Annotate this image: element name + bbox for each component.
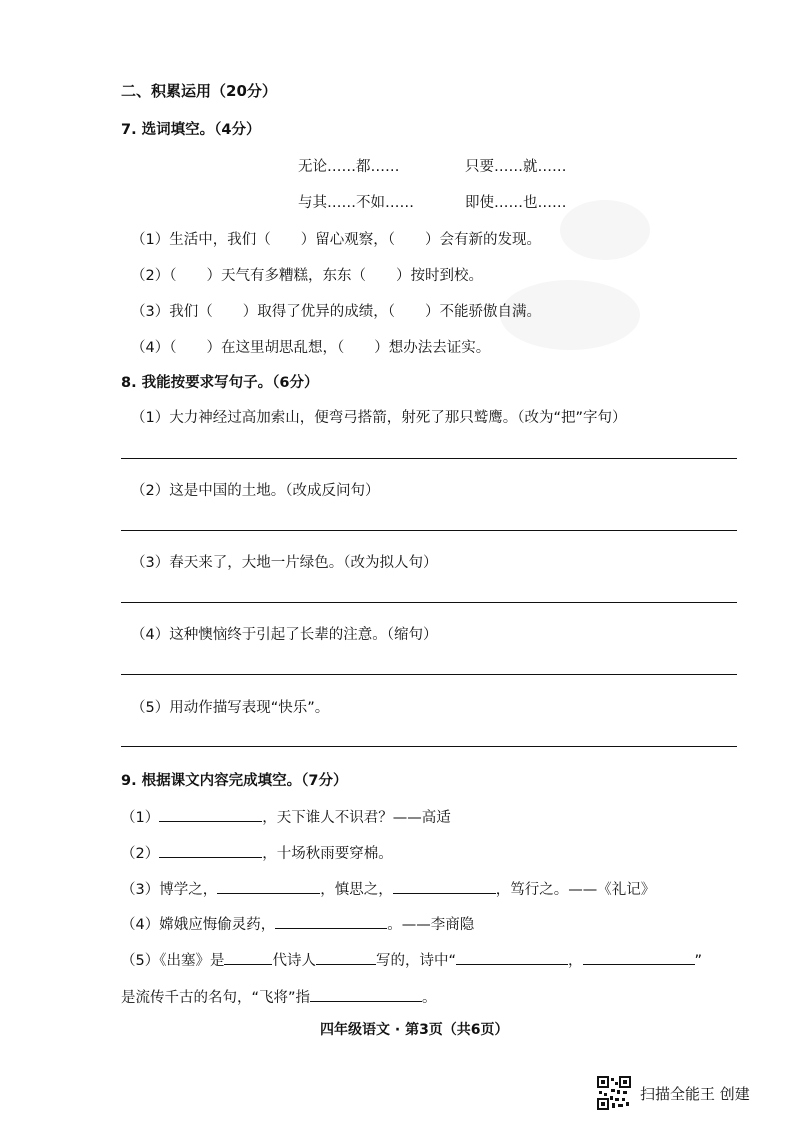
q7-item-1 <box>131 228 541 249</box>
q9-item-5 <box>121 949 702 970</box>
fill-blank[interactable] <box>275 914 387 929</box>
q7-item-3 <box>131 300 541 321</box>
q9-item-3 <box>121 878 655 899</box>
fill-blank[interactable] <box>456 950 568 965</box>
q8-item-3: （3）春天来了，大地一片绿色。（改为拟人句） <box>131 555 438 571</box>
q8-item-4: （4）这种懊恼终于引起了长辈的注意。（缩句） <box>131 627 438 643</box>
word-option: 即使……也…… <box>465 195 567 211</box>
q7-item-text: ）不能骄傲自满。 <box>424 304 541 320</box>
q9-item-text: （1） <box>121 810 160 826</box>
q9-item-2 <box>121 842 393 863</box>
q9-item-text: ，笃行之。——《礼记》 <box>495 882 656 898</box>
fill-blank[interactable] <box>217 879 320 894</box>
q9-item-text: 写的，诗中“ <box>375 953 456 969</box>
answer-line[interactable] <box>121 530 737 531</box>
fill-blank[interactable] <box>310 987 422 1002</box>
q9-item-text: （5）《出塞》是 <box>121 953 225 969</box>
q7-item-text: ）会有新的发现。 <box>424 232 541 248</box>
q9-item-text: （2） <box>121 846 160 862</box>
q7-item-text: ）在这里胡思乱想，（ <box>206 340 345 356</box>
q7-item-text: ）留心观察，（ <box>300 232 395 248</box>
q9-item-text: （3）博学之， <box>121 882 218 898</box>
word-option: 与其……不如…… <box>298 195 414 211</box>
word-option: 无论……都…… <box>298 159 400 175</box>
q7-item-text: （4）（ <box>131 340 177 356</box>
q8-item-2: （2）这是中国的土地。（改成反问句） <box>131 483 380 499</box>
q9-item-5-cont <box>121 986 437 1007</box>
q7-item-text: ）想办法去证实。 <box>374 340 491 356</box>
answer-line[interactable] <box>121 746 737 747</box>
q9-title: 9. 根据课文内容完成填空。（7分） <box>121 773 348 789</box>
q9-item-text: 是流传千古的名句，“飞将”指 <box>121 990 311 1006</box>
q8-title: 8. 我能按要求写句子。（6分） <box>121 375 319 391</box>
q9-item-text: ” <box>694 953 703 969</box>
scan-artifact <box>560 200 650 260</box>
answer-line[interactable] <box>121 602 737 603</box>
q9-item-text: ，十场秋雨要穿棉。 <box>262 846 393 862</box>
fill-blank[interactable] <box>224 950 272 965</box>
q7-item-2 <box>131 264 483 285</box>
q9-item-1 <box>121 806 451 827</box>
q7-item-text: （3）我们（ <box>131 304 213 320</box>
fill-blank[interactable] <box>316 950 376 965</box>
q9-item-text: （4）嫦娥应悔偷灵药， <box>121 917 276 933</box>
q9-item-4 <box>121 913 474 934</box>
q7-item-text: （1）生活中，我们（ <box>131 232 271 248</box>
q7-item-text: ）天气有多糟糕，东东（ <box>206 268 366 284</box>
page-footer: 四年级语文 · 第3页（共6页） <box>320 1022 509 1038</box>
q9-item-text: 代诗人 <box>272 953 316 969</box>
fill-blank[interactable] <box>159 807 262 822</box>
qr-code-icon <box>597 1076 631 1110</box>
section-title: 二、积累运用（20分） <box>121 82 277 100</box>
q8-item-5: （5）用动作描写表现“快乐”。 <box>131 700 330 716</box>
fill-blank[interactable] <box>393 879 496 894</box>
q8-item-1: （1）大力神经过高加索山，便弯弓搭箭，射死了那只鹫鹰。（改为“把”字句） <box>131 410 627 426</box>
answer-line[interactable] <box>121 674 737 675</box>
q9-item-text: ，慎思之， <box>320 882 393 898</box>
q7-item-4 <box>131 336 490 357</box>
q9-item-text: ，天下谁人不识君？——高适 <box>262 810 451 826</box>
word-option: 只要……就…… <box>465 159 567 175</box>
fill-blank[interactable] <box>159 843 262 858</box>
q9-item-text: 。 <box>422 990 437 1006</box>
scanner-brand: 扫描全能王 创建 <box>640 1085 750 1103</box>
q7-title: 7. 选词填空。（4分） <box>121 122 261 138</box>
q7-item-text: ）按时到校。 <box>395 268 483 284</box>
q9-item-text: ， <box>568 953 583 969</box>
fill-blank[interactable] <box>583 950 695 965</box>
q7-item-text: ）取得了优异的成绩，（ <box>242 304 395 320</box>
answer-line[interactable] <box>121 458 737 459</box>
q9-item-text: 。——李商隐 <box>387 917 475 933</box>
q7-item-text: （2）（ <box>131 268 177 284</box>
